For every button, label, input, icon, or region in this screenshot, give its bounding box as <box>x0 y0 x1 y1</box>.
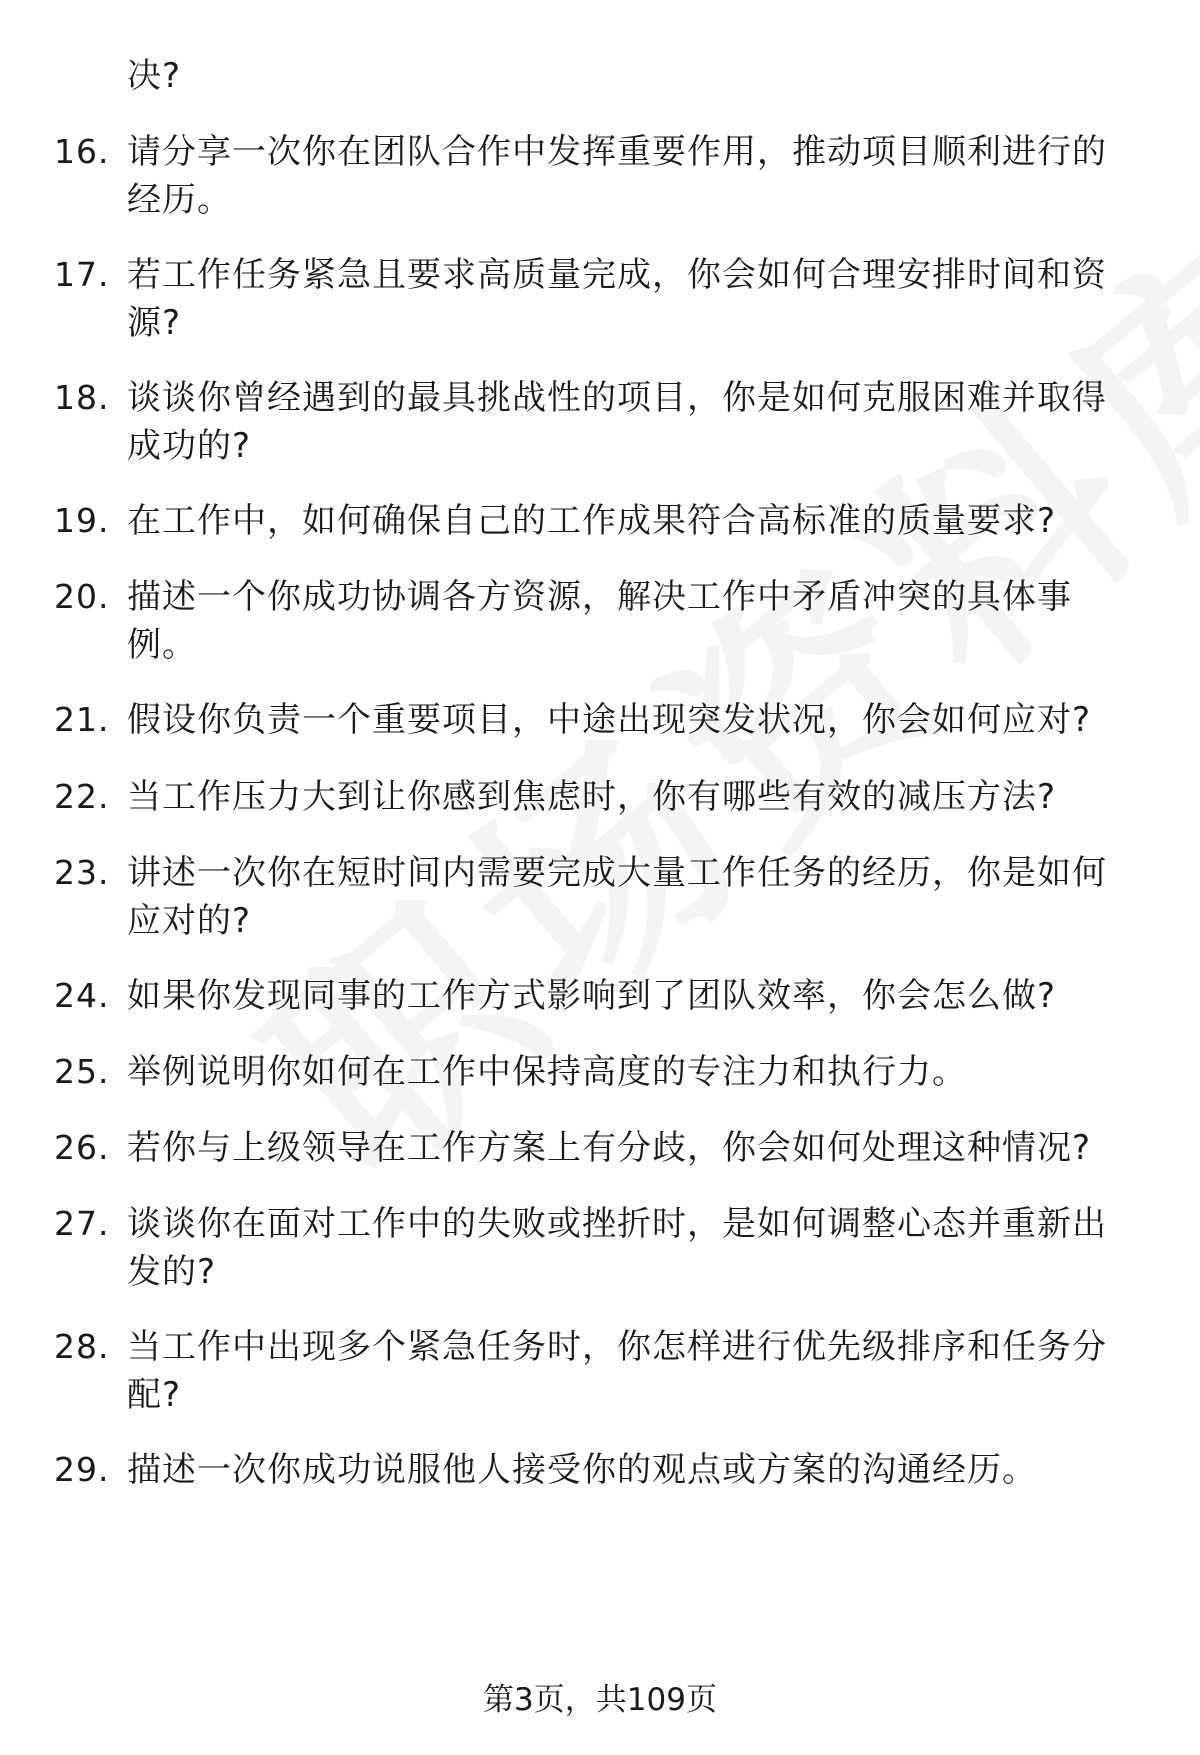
question-text: 谈谈你在面对工作中的失败或挫折时，是如何调整心态并重新出发的? <box>127 1204 1107 1292</box>
question-number: 21. <box>54 700 110 739</box>
question-number: 17. <box>54 255 110 294</box>
question-text: 谈谈你曾经遇到的最具挑战性的项目，你是如何克服困难并取得成功的? <box>127 378 1107 466</box>
question-number: 18. <box>54 378 110 417</box>
question-number: 20. <box>54 577 110 616</box>
question-text: 在工作中，如何确保自己的工作成果符合高标准的质量要求? <box>127 501 1057 541</box>
question-number: 22. <box>54 777 110 816</box>
question-number: 19. <box>54 501 110 540</box>
question-text: 描述一次你成功说服他人接受你的观点或方案的沟通经历。 <box>127 1450 1037 1490</box>
question-text: 假设你负责一个重要项目，中途出现突发状况，你会如何应对? <box>127 700 1092 740</box>
question-number: 27. <box>54 1204 110 1243</box>
question-number: 28. <box>54 1327 110 1366</box>
question-number: 16. <box>54 132 110 171</box>
question-text: 若工作任务紧急且要求高质量完成，你会如何合理安排时间和资源? <box>127 255 1107 343</box>
question-number: 23. <box>54 853 110 892</box>
question-number: 26. <box>54 1128 110 1167</box>
continuation-text: 决? <box>127 56 182 96</box>
question-text: 讲述一次你在短时间内需要完成大量工作任务的经历，你是如何应对的? <box>127 853 1107 941</box>
question-number: 25. <box>54 1052 110 1091</box>
question-text: 若你与上级领导在工作方案上有分歧，你会如何处理这种情况? <box>127 1128 1092 1168</box>
question-text: 举例说明你如何在工作中保持高度的专注力和执行力。 <box>127 1052 967 1092</box>
question-text: 当工作中出现多个紧急任务时，你怎样进行优先级排序和任务分配? <box>127 1327 1107 1415</box>
question-number: 29. <box>54 1450 110 1489</box>
question-text: 请分享一次你在团队合作中发挥重要作用，推动项目顺利进行的经历。 <box>127 132 1107 220</box>
question-text: 当工作压力大到让你感到焦虑时，你有哪些有效的减压方法? <box>127 777 1057 817</box>
question-number: 24. <box>54 976 110 1015</box>
question-text: 如果你发现同事的工作方式影响到了团队效率，你会怎么做? <box>127 976 1057 1016</box>
page-footer: 第3页，共109页 <box>483 1682 717 1718</box>
question-text: 描述一个你成功协调各方资源，解决工作中矛盾冲突的具体事例。 <box>127 577 1072 665</box>
